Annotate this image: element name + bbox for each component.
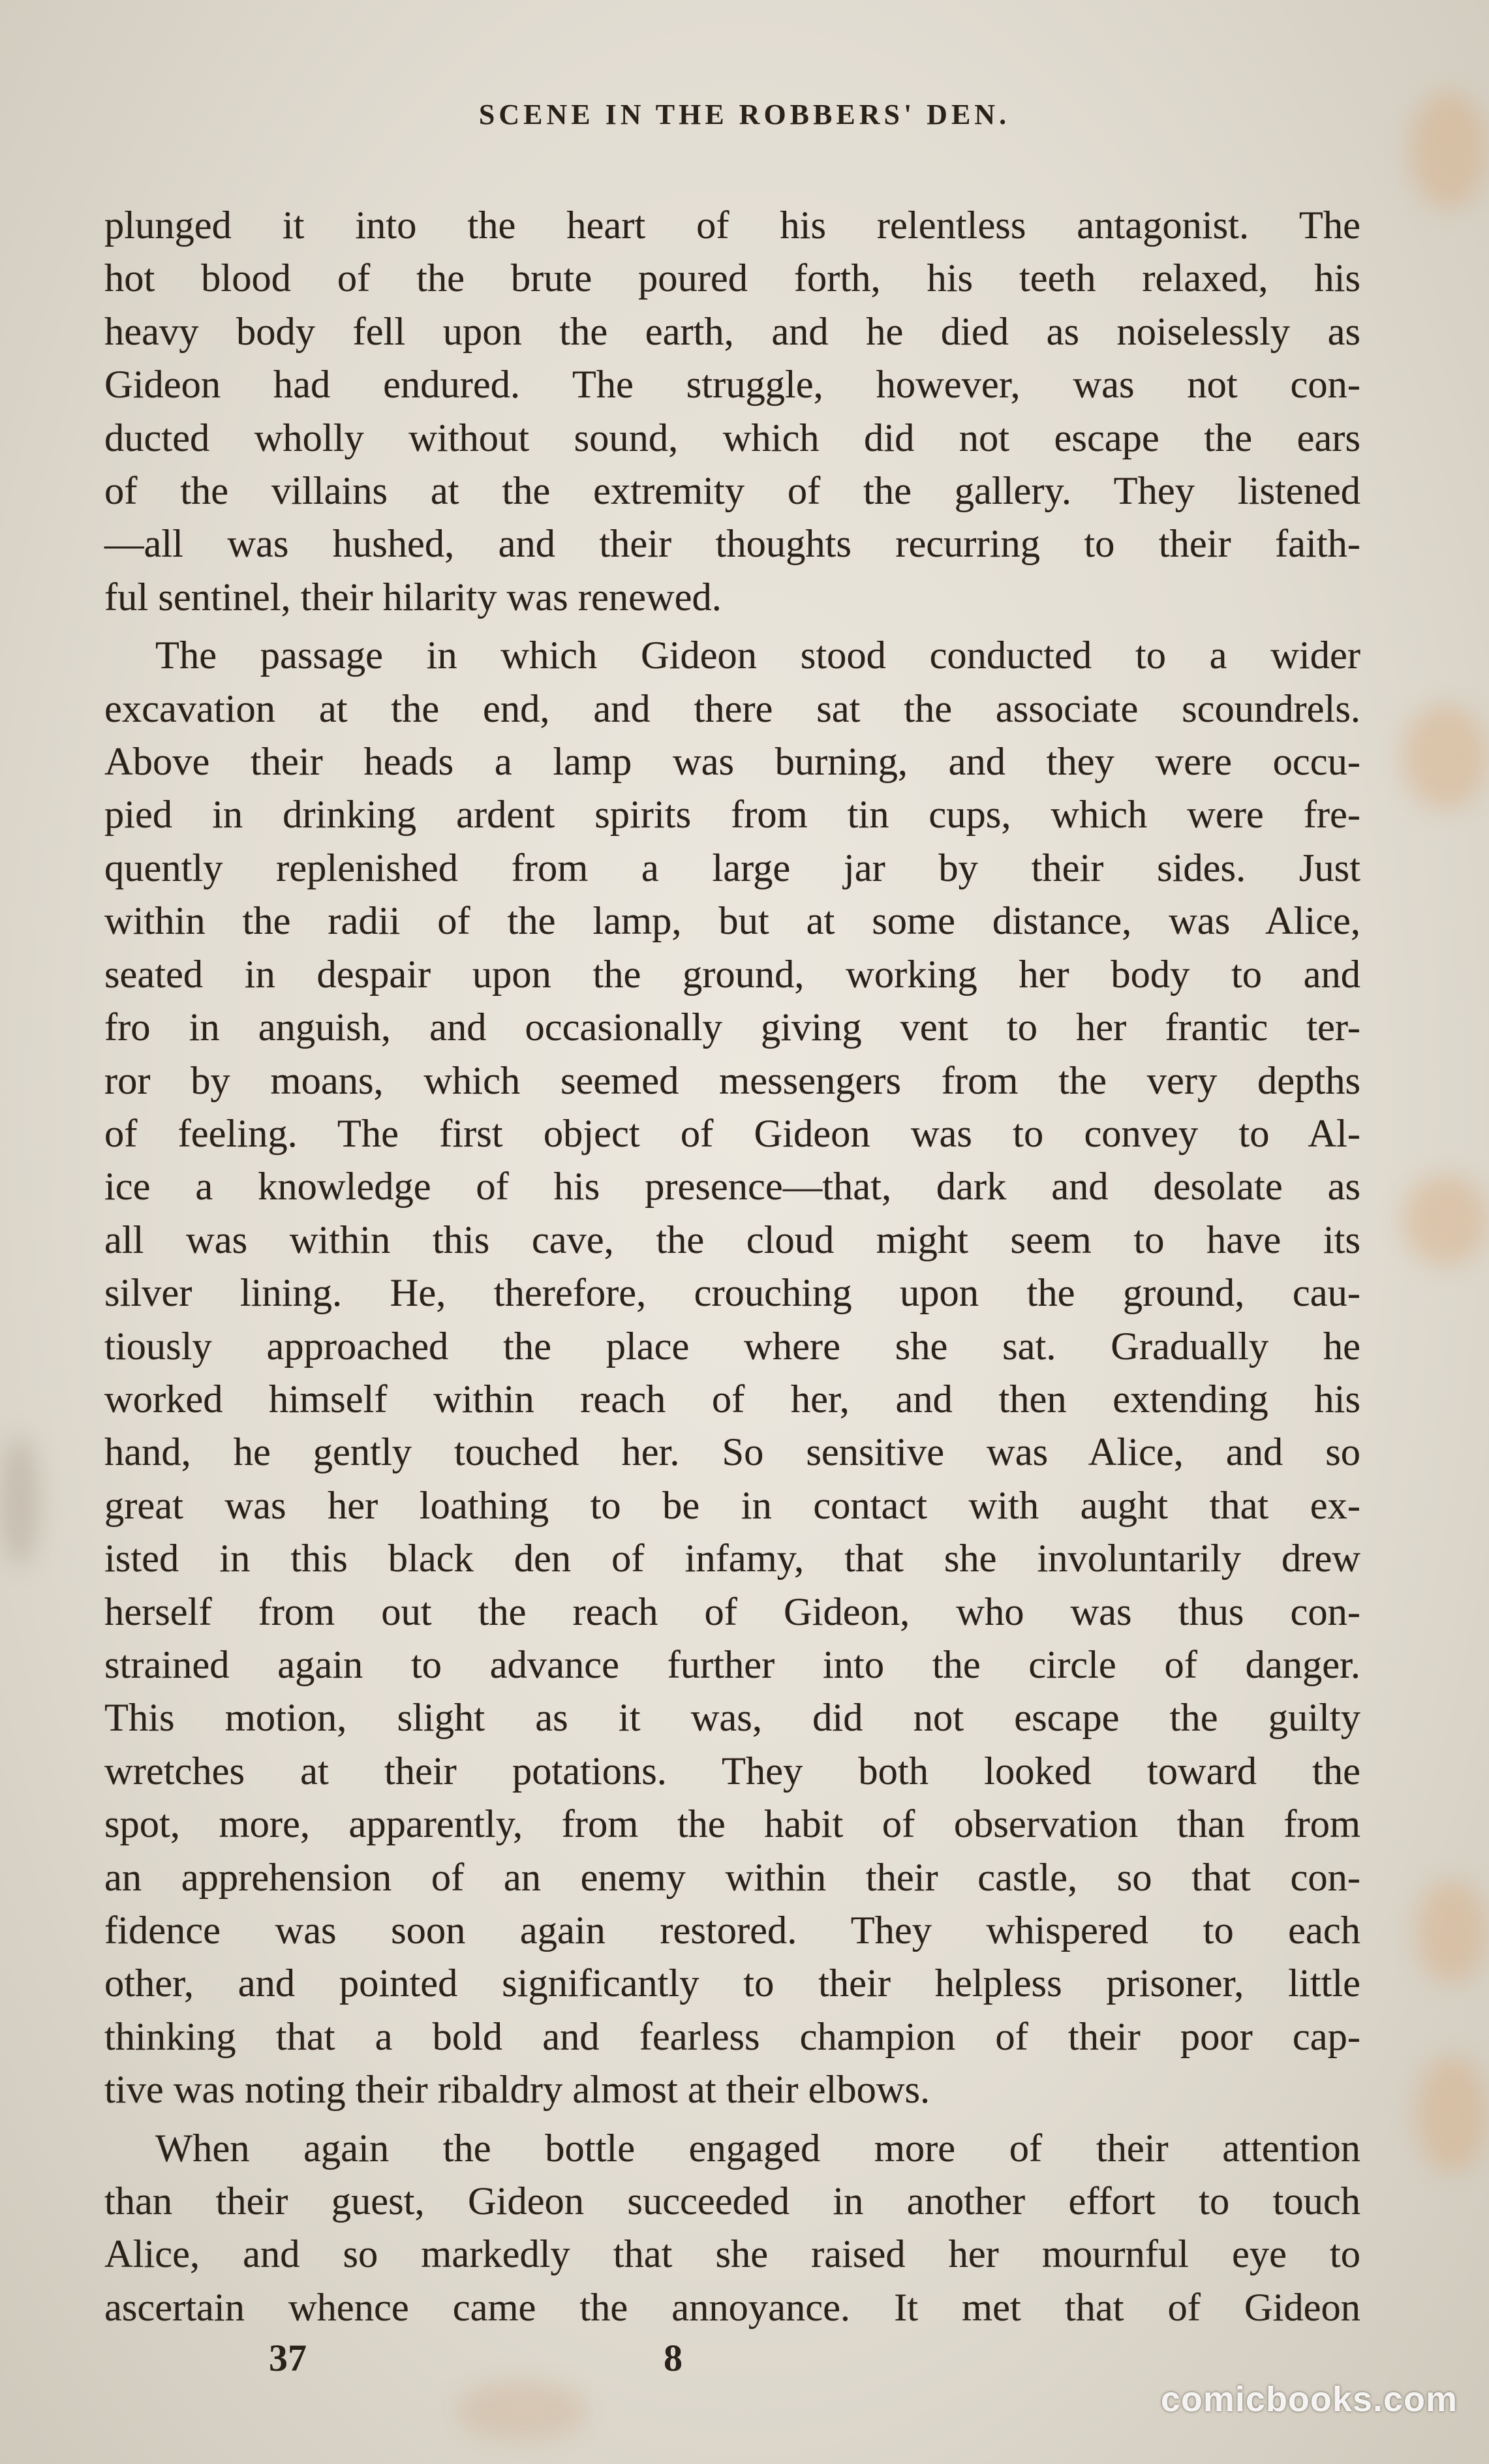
text-line: spot, more, apparently, from the habit of observation than from [104, 1802, 1360, 1847]
text-line: strained again to advance further into the circle of danger. [104, 1642, 1360, 1687]
signature-mark-left: 37 [269, 2337, 307, 2379]
text-line: Above their heads a lamp was burning, and they were occu- [104, 740, 1360, 784]
text-line: all was within this cave, the cloud might seem to have its [104, 1218, 1360, 1262]
paper-stain [1416, 1879, 1488, 1984]
text-line: Alice, and so markedly that she raised her mournful eye to [104, 2232, 1360, 2277]
text-line: When again the bottle engaged more of their attention [155, 2126, 1360, 2170]
text-line: of feeling. The first object of Gideon was to convey to Al- [104, 1111, 1360, 1156]
text-line: wretches at their potations. They both looked toward the [104, 1749, 1360, 1793]
text-line: great was her loathing to be in contact with aught that ex- [104, 1483, 1360, 1528]
text-line: The passage in which Gideon stood conducted to a wider [155, 634, 1360, 678]
text-line: ice a knowledge of his presence—that, dark and desolate as [104, 1165, 1360, 1209]
body-text [104, 199, 1360, 2334]
text-line: fidence was soon again restored. They whispered to each [104, 1909, 1360, 1952]
text-line: —all was hushed, and their thoughts recurring to their faith- [104, 522, 1360, 566]
running-head: SCENE IN THE ROBBERS' DEN. [478, 99, 1011, 131]
paper-stain [457, 2382, 587, 2441]
text-line: heavy body fell upon the earth, and he died as noiselessly as [104, 309, 1360, 354]
text-line: quently replenished from a large jar by their sides. Just [104, 846, 1360, 890]
text-line: excavation at the end, and there sat the associate scoundrels. [104, 686, 1360, 731]
watermark: comicbooks.com [1160, 2380, 1458, 2419]
text-line: tive was noting their ribaldry almost at their elbows. [104, 2068, 930, 2112]
text-line: ascertain whence came the annoyance. It met that of Gideon [104, 2285, 1360, 2330]
text-line: other, and pointed significantly to their helpless prisoner, little [104, 1962, 1360, 2006]
text-line: of the villains at the extremity of the gallery. They listened [104, 469, 1360, 514]
paper-stain [1403, 1175, 1488, 1266]
text-line: Gideon had endured. The struggle, however, was not con- [104, 363, 1360, 407]
text-line: ror by moans, which seemed messengers from the very depths [104, 1058, 1360, 1103]
text-line: hot blood of the brute poured forth, his teeth relaxed, his [104, 256, 1360, 301]
text-line: herself from out the reach of Gideon, who was thus con- [104, 1590, 1360, 1634]
text-line: ducted wholly without sound, which did not escape the ears [104, 416, 1360, 460]
text-line: pied in drinking ardent spirits from tin cups, which were fre- [104, 793, 1360, 837]
paper-stain [0, 1436, 39, 1566]
text-line: tiously approached the place where she sat. Gradually he [104, 1324, 1360, 1368]
text-line: fro in anguish, and occasionally giving vent to her frantic ter- [104, 1006, 1360, 1050]
text-line: seated in despair upon the ground, working her body to and [104, 952, 1360, 996]
text-line: worked himself within reach of her, and then extending his [104, 1377, 1360, 1421]
paper-stain [1403, 705, 1488, 809]
paper-stain [1416, 2056, 1488, 2173]
text-line: hand, he gently touched her. So sensitive was Alice, and so [104, 1430, 1360, 1475]
text-line: ful sentinel, their hilarity was renewed. [104, 575, 722, 619]
text-line: silver lining. He, therefore, crouching upon the ground, cau- [104, 1271, 1360, 1316]
text-line: This motion, slight as it was, did not escape the guilty [104, 1696, 1360, 1740]
signature-mark-right: 8 [664, 2337, 683, 2379]
text-line: than their guest, Gideon succeeded in another effort to touch [104, 2179, 1360, 2224]
text-line: plunged it into the heart of his relentless antagonist. The [104, 204, 1360, 247]
text-line: isted in this black den of infamy, that she involuntarily drew [104, 1537, 1360, 1581]
text-line: within the radii of the lamp, but at some distance, was Alice, [104, 899, 1360, 944]
text-line: an apprehension of an enemy within their castle, so that con- [104, 1855, 1360, 1900]
text-line: thinking that a bold and fearless champion of their poor cap- [104, 2014, 1360, 2059]
